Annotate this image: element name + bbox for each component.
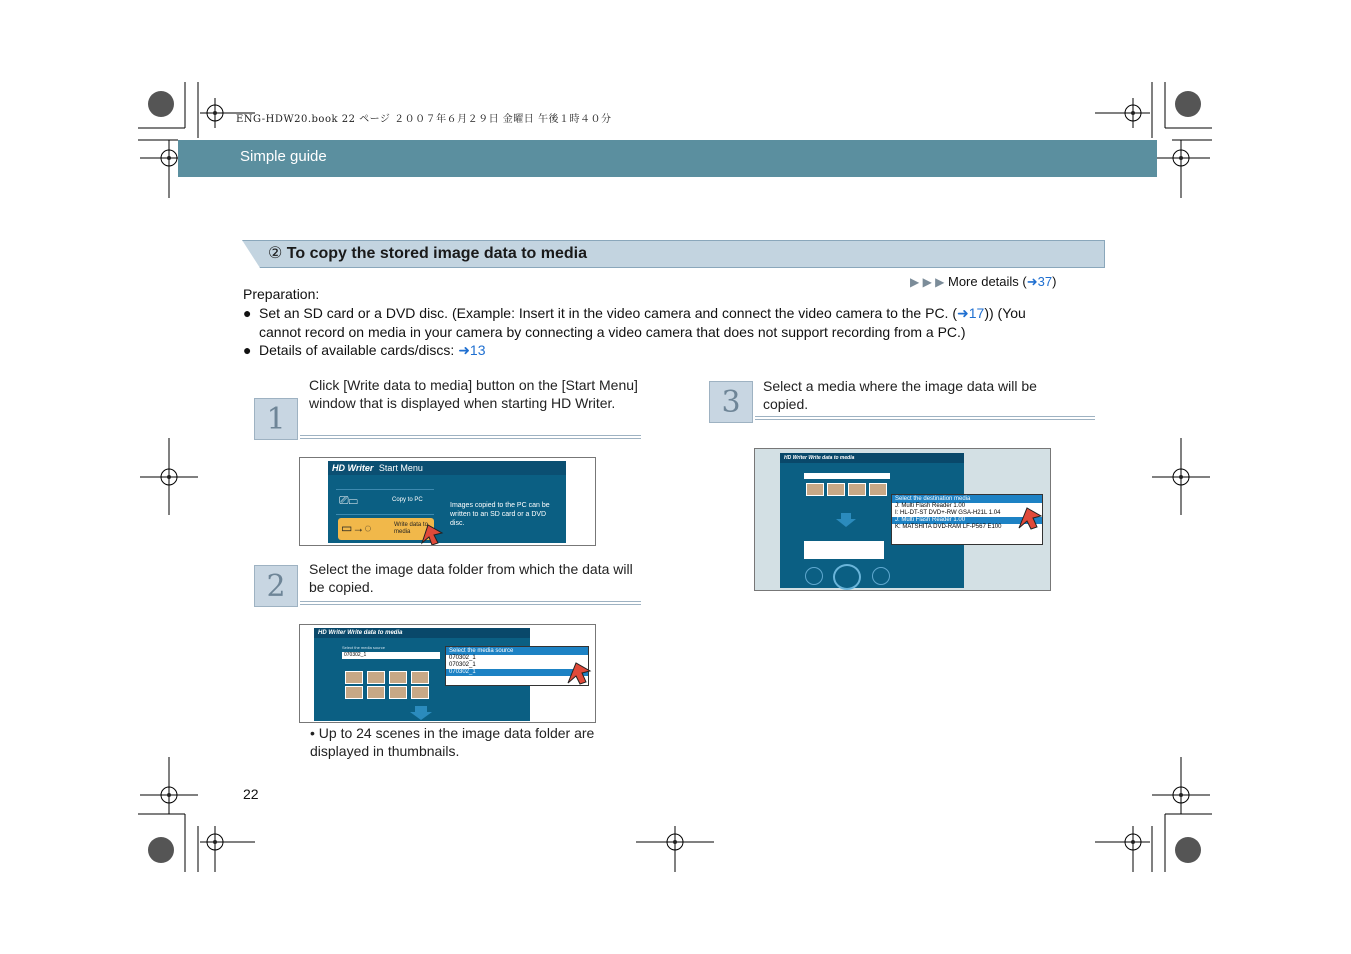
bullet-dot-icon: ●: [243, 305, 252, 321]
popup-header: Select the media source: [446, 647, 588, 655]
thumbnail[interactable]: [806, 483, 824, 496]
step-2-number: 2: [254, 565, 298, 607]
pc-to-media-icon: ▭→◌: [341, 521, 372, 535]
bullet1-link[interactable]: ➜17: [957, 305, 985, 321]
camera-to-pc-icon: ⎚▭: [339, 493, 358, 507]
screenshot-select-folder: [299, 624, 596, 723]
note-bullet: •: [310, 725, 315, 741]
thumbnail[interactable]: [367, 686, 385, 699]
note-text: Up to 24 scenes in the image data folder are displayed in thumbnails.: [310, 725, 595, 759]
mouse-pointer-icon: [1017, 506, 1043, 530]
write-data-label: Write data to media: [394, 522, 428, 535]
screenshot-select-media: [754, 448, 1051, 591]
more-details: [910, 274, 1056, 290]
popup-option[interactable]: K: MATSHITA DVD-RAM LF-P567 E100: [895, 524, 1002, 530]
popup-option[interactable]: 070302_1: [449, 655, 476, 661]
settings-button-icon[interactable]: [872, 567, 890, 585]
print-info-line: ENG-HDW20.book 22 ページ ２００７年６月２９日 金曜日 午後１時４０分: [236, 114, 612, 125]
down-arrow-icon: [836, 513, 856, 527]
popup-option[interactable]: 070302_1: [449, 662, 476, 668]
preparation-heading: Preparation:: [243, 286, 320, 302]
section-title-text: To copy the stored image data to media: [286, 245, 587, 262]
write-button-icon[interactable]: [805, 567, 823, 585]
section-marker: ②: [268, 245, 283, 262]
start-menu-description: Images copied to the PC can be written to an SD card or a DVD disc.: [450, 502, 550, 527]
popup-option-selected[interactable]: 070302_1: [446, 669, 588, 676]
bullet2-text: Details of available cards/discs:: [259, 342, 459, 358]
thumbnail-note: [310, 724, 635, 760]
preparation-bullet-2: [243, 341, 486, 360]
start-menu-window: [328, 461, 566, 543]
popup-option[interactable]: J: Multi Flash Reader 1.00: [895, 503, 966, 509]
thumbnail[interactable]: [848, 483, 866, 496]
bullet-dot-icon: ●: [243, 342, 252, 358]
step-2-rule: [300, 601, 641, 605]
thumbnail[interactable]: [389, 671, 407, 684]
more-details-ref-open: (: [1022, 274, 1027, 289]
write-data-titlebar: HD Writer Write data to media: [314, 628, 530, 638]
step-3-text: Select a media where the image data will be copied.: [763, 378, 1037, 412]
app-title: HD Writer: [332, 463, 374, 473]
preparation-bullet-1: [243, 304, 1103, 342]
copy-to-pc-label: Copy to PC: [392, 497, 423, 503]
popup-option-selected[interactable]: J: Multi Flash Reader 1.00: [892, 517, 1042, 524]
triangle-arrows-icon: ▶ ▶ ▶: [910, 275, 945, 289]
bullet1-text-a: Set an SD card or a DVD disc. (Example: Insert it in the video camera and connect the video camera to the PC. (: [259, 305, 957, 321]
mouse-pointer-icon: [420, 523, 444, 545]
bullet1-text-b: )) (You: [984, 305, 1026, 321]
step-3-rule: [755, 416, 1095, 420]
write-data-titlebar-3: HD Writer Write data to media: [780, 453, 964, 463]
thumbnail[interactable]: [411, 671, 429, 684]
thumbnail[interactable]: [389, 686, 407, 699]
bullet2-link[interactable]: ➜13: [458, 342, 486, 358]
banner-title: Simple guide: [240, 148, 327, 165]
start-writing-button[interactable]: [833, 564, 861, 590]
step-3-number: 3: [709, 381, 753, 423]
source-label: Select the media source: [342, 645, 385, 650]
down-arrow-icon: [410, 706, 432, 720]
screenshot-start-menu: [299, 457, 596, 546]
bullet1-text-c: cannot record on media in your camera by connecting a video camera that does not support recording from a PC.): [259, 324, 966, 340]
step-1-text: Click [Write data to media] button on the [Start Menu] window that is displayed when starting HD Writer.: [309, 377, 638, 411]
step-1-number: 1: [254, 398, 298, 440]
section-header-corner: [242, 240, 260, 268]
more-details-ref-close: ): [1052, 274, 1057, 289]
popup-header-3: Select the destination media: [892, 495, 1042, 503]
page-number: 22: [243, 786, 259, 802]
start-menu-titlebar: [328, 461, 566, 475]
step-1-rule: [300, 435, 641, 439]
section-title: [268, 243, 587, 263]
thumbnail[interactable]: [869, 483, 887, 496]
destination-field[interactable]: [804, 541, 884, 559]
more-details-label: More details: [947, 274, 1019, 289]
thumbnail[interactable]: [411, 686, 429, 699]
menu-title: Start Menu: [378, 463, 423, 473]
thumbnail[interactable]: [345, 671, 363, 684]
source-field[interactable]: 070302_1: [342, 652, 440, 659]
more-details-link[interactable]: ➜37: [1026, 274, 1053, 289]
copy-to-pc-button[interactable]: [336, 489, 434, 515]
source-field-3[interactable]: [804, 473, 890, 479]
thumbnail[interactable]: [345, 686, 363, 699]
thumbnail[interactable]: [827, 483, 845, 496]
thumbnail[interactable]: [367, 671, 385, 684]
mouse-pointer-icon: [566, 661, 592, 685]
step-2-text: Select the image data folder from which the data will be copied.: [309, 561, 633, 595]
popup-option[interactable]: I: HL-DT-ST DVD+-RW GSA-H21L 1.04: [895, 510, 1001, 516]
